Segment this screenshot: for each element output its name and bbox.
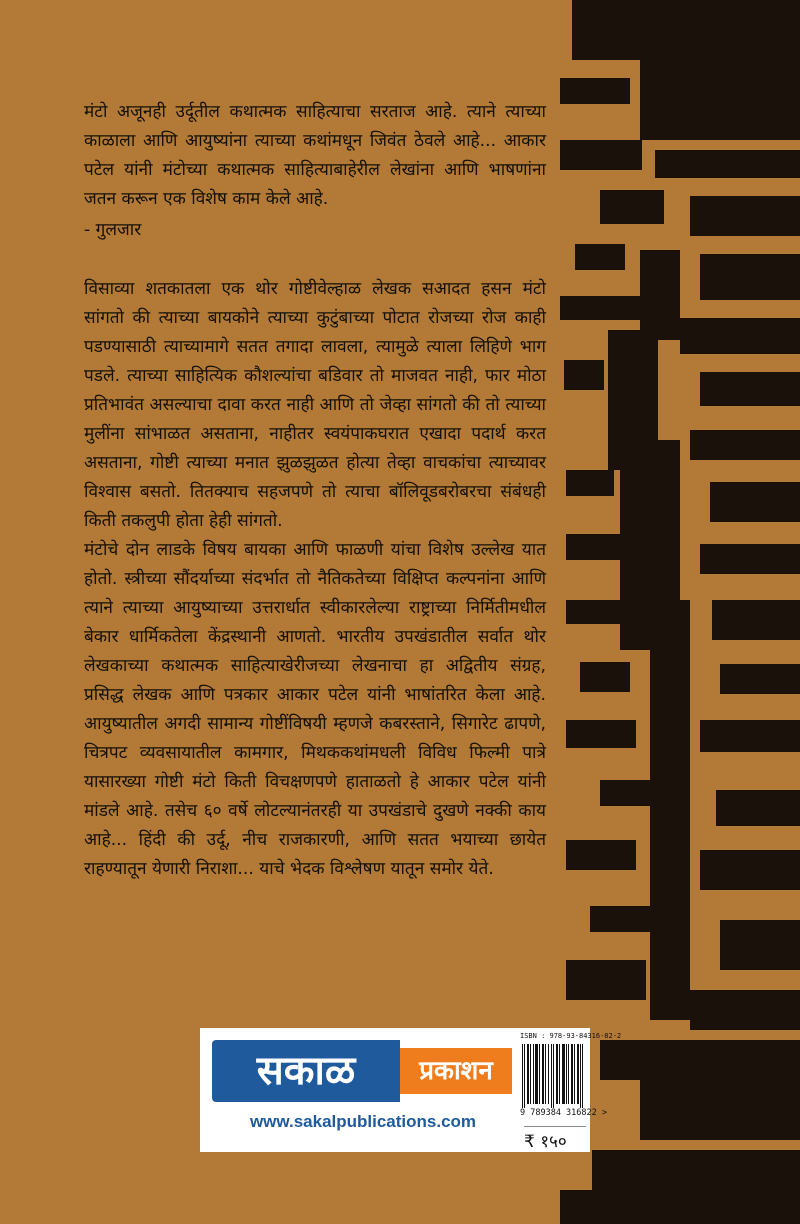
price: ₹ १५० xyxy=(524,1126,586,1152)
barcode-icon xyxy=(520,1044,588,1108)
publisher-logo-sub: प्रकाशन xyxy=(400,1048,512,1094)
synopsis-paragraph-1: विसाव्या शतकातला एक थोर गोष्टीवेल्हाळ लेखक सआदत हसन मंटो सांगतो की त्याच्या बायकोने त्याच्या कुटुंबाच्या पोटात रोजच्या रोज काही पडण्यासाठी त्याच्यामागे सतत तगादा लावला, त्यामुळे त्याला लिहिणे भाग पडले. त्याच्या साहित्यिक कौशल्यांचा बडिवार तो माजवत नाही, फार मोठा प्रतिभावंत असल्याचा दावा करत नाही आणि तो जेव्हा सांगतो की तो त्याच्या मुलींना सांभाळत असताना, नाहीतर स्वयंपाकघरात एखादा पदार्थ करत असताना, गोष्टी त्याच्या मनात झुळझुळत होत्या तेव्हा वाचकांचा त्याच्यावर विश्वास बसतो. तितक्याच सहजपणे तो त्याचा बॉलिवूडबरोबरचा संबंधही किती तकलुपी होता हेही सांगतो. xyxy=(84,279,546,531)
publisher-logo xyxy=(212,1040,514,1144)
spacer xyxy=(84,245,546,275)
publisher-logo-main: सकाळ xyxy=(212,1040,400,1102)
barcode-block xyxy=(520,1032,622,1152)
isbn-label: ISBN : 978-93-84316-82-2 xyxy=(520,1032,622,1040)
synopsis-paragraph-2: मंटोचे दोन लाडके विषय बायका आणि फाळणी यांचा विशेष उल्लेख यात होतो. स्त्रीच्या सौंदर्याच्या संदर्भात तो नैतिकतेच्या विक्षिप्त कल्पनांना आणि त्याने त्याच्या आयुष्याच्या उत्तरार्धात स्वीकारलेल्या राष्ट्राच्या निर्मितीमधील बेकार धार्मिकतेला केंद्रस्थानी आणतो. भारतीय उपखंडातील सर्वात थोर लेखकाच्या कथात्मक साहित्याखेरीजच्या लेखनाचा हा अद्वितीय संग्रह, प्रसिद्ध लेखक आणि पत्रकार आकार पटेल यांनी भाषांतरित केला आहे. आयुष्यातील अगदी सामान्य गोष्टींविषयी म्हणजे कबरस्ताने, सिगारेट ढापणे, चित्रपट व्यवसायातील कामगार, मिथककथांमधली विविध फिल्मी पात्रे यासारख्या गोष्टी मंटो किती विचक्षणपणे हाताळतो हे आकार पटेल यांनी मांडले आहे. तसेच ६० वर्षे लोटल्यानंतरही या उपखंडाचे दुखणे नक्की काय आहे... हिंदी की उर्दू, नीच राजकारणी, आणि सतत भयाच्या छायेत राहण्यातून येणारी निराशा... याचे भेदक विश्लेषण यातून समोर येते. xyxy=(84,540,546,879)
publisher-website: www.sakalpublications.com xyxy=(249,1112,477,1131)
quote-author: - गुलजार xyxy=(84,220,142,240)
back-cover-text xyxy=(84,98,546,884)
quote-text: मंटो अजूनही उर्दूतील कथात्मक साहित्याचा सरताज आहे. त्याने त्याच्या काळाला आणि आयुष्यांना त्याच्या कथांमधून जिवंत ठेवले आहे... आकार पटेल यांनी मंटोच्या कथात्मक साहित्याबाहेरील लेखांना आणि भाषणांना जतन करून एक विशेष काम केले आहे. xyxy=(84,102,546,209)
publisher-footer xyxy=(200,1028,622,1152)
barcode-digits: 9 789384 316822 > xyxy=(520,1108,607,1118)
